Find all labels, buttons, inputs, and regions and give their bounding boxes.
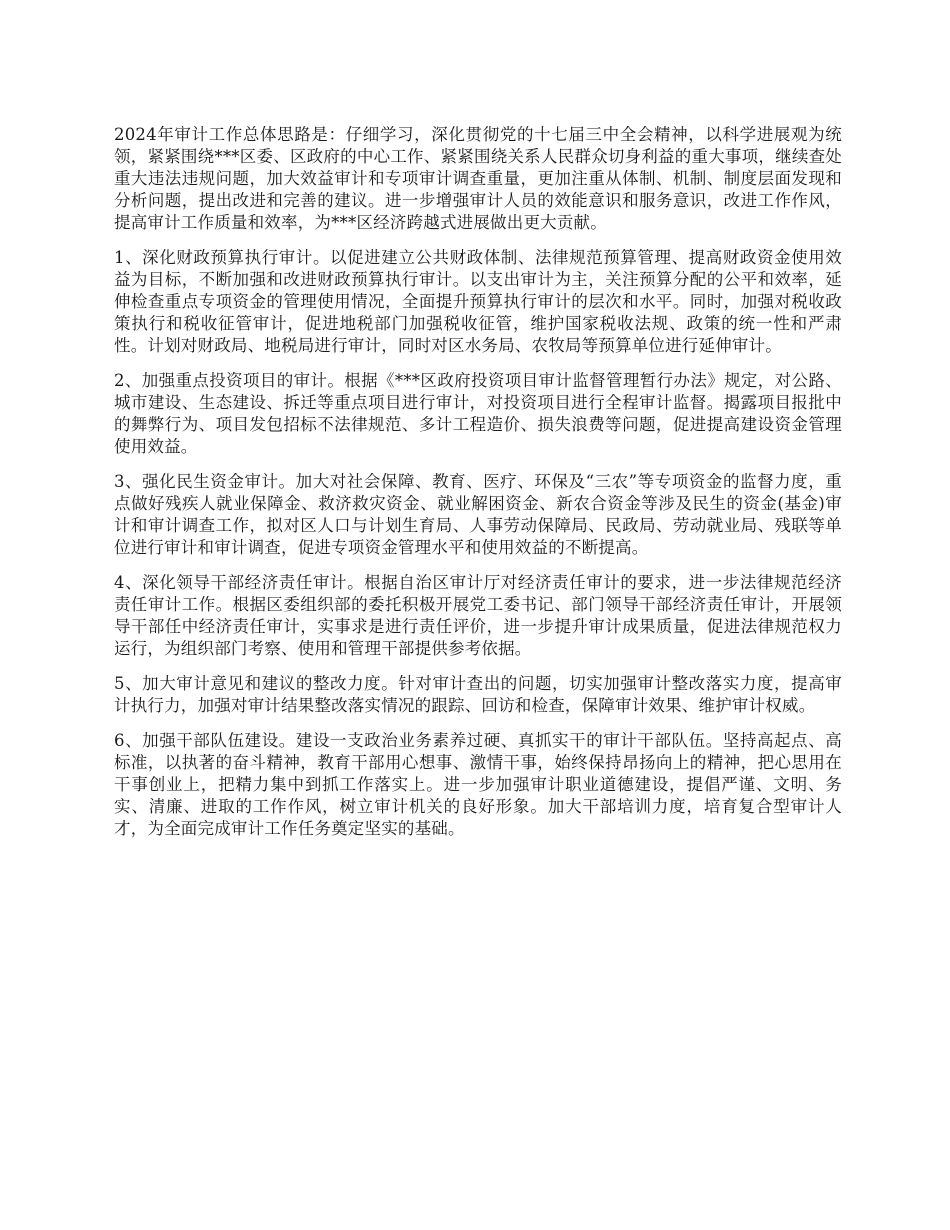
paragraph-item-6: 6、加强干部队伍建设。建设一支政治业务素养过硬、真抓实干的审计干部队伍。坚持高起点、高标准，以执著的奋斗精神，教育干部用心想事、激情干事，始终保持昂扬向上的精神，把心思用在干事创业上，把精力集中到抓工作落实上。进一步加强审计职业道德建设，提倡严谨、文明、务实、清廉、进取的工作作风，树立审计机关的良好形象。加大干部培训力度，培育复合型审计人才，为全面完成审计工作任务奠定坚实的基础。 (114, 731, 842, 838)
paragraph-item-5: 5、加大审计意见和建议的整改力度。针对审计查出的问题，切实加强审计整改落实力度，提高审计执行力，加强对审计结果整改落实情况的跟踪、回访和检查，保障审计效果、维护审计权威。 (114, 674, 842, 715)
paragraph-item-1: 1、深化财政预算执行审计。以促进建立公共财政体制、法律规范预算管理、提高财政资金使用效益为目标，不断加强和改进财政预算执行审计。以支出审计为主，关注预算分配的公平和效率，延伸检查重点专项资金的管理使用情况，全面提升预算执行审计的层次和水平。同时，加强对税收政策执行和税收征管审计，促进地税部门加强税收征管，维护国家税收法规、政策的统一性和严肃性。计划对财政局、地税局进行审计，同时对区水务局、农牧局等预算单位进行延伸审计。 (114, 248, 842, 355)
document-body (114, 124, 842, 853)
paragraph-item-4: 4、深化领导干部经济责任审计。根据自治区审计厅对经济责任审计的要求，进一步法律规范经济责任审计工作。根据区委组织部的委托积极开展党工委书记、部门领导干部经济责任审计，开展领导干部任中经济责任审计，实事求是进行责任评价，进一步提升审计成果质量，促进法律规范权力运行，为组织部门考察、使用和管理干部提供参考依据。 (114, 573, 842, 658)
paragraph-item-2: 2、加强重点投资项目的审计。根据《***区政府投资项目审计监督管理暂行办法》规定，对公路、城市建设、生态建设、拆迁等重点项目进行审计，对投资项目进行全程审计监督。揭露项目报批中的舞弊行为、项目发包招标不法律规范、多计工程造价、损失浪费等问题，促进提高建设资金管理使用效益。 (114, 371, 842, 456)
paragraph-item-3: 3、强化民生资金审计。加大对社会保障、教育、医疗、环保及“三农”等专项资金的监督力度，重点做好残疾人就业保障金、救济救灾资金、就业解困资金、新农合资金等涉及民生的资金(基金)审计和审计调查工作，拟对区人口与计划生育局、人事劳动保障局、民政局、劳动就业局、残联等单位进行审计和审计调查，促进专项资金管理水平和使用效益的不断提高。 (114, 472, 842, 557)
paragraph-intro: 2024年审计工作总体思路是：仔细学习，深化贯彻党的十七届三中全会精神，以科学进展观为统领，紧紧围绕***区委、区政府的中心工作、紧紧围绕关系人民群众切身利益的重大事项，继续查处重大违法违规问题，加大效益审计和专项审计调查重量，更加注重从体制、机制、制度层面发现和分析问题，提出改进和完善的建议。进一步增强审计人员的效能意识和服务意识，改进工作作风，提高审计工作质量和效率，为***区经济跨越式进展做出更大贡献。 (114, 125, 842, 232)
